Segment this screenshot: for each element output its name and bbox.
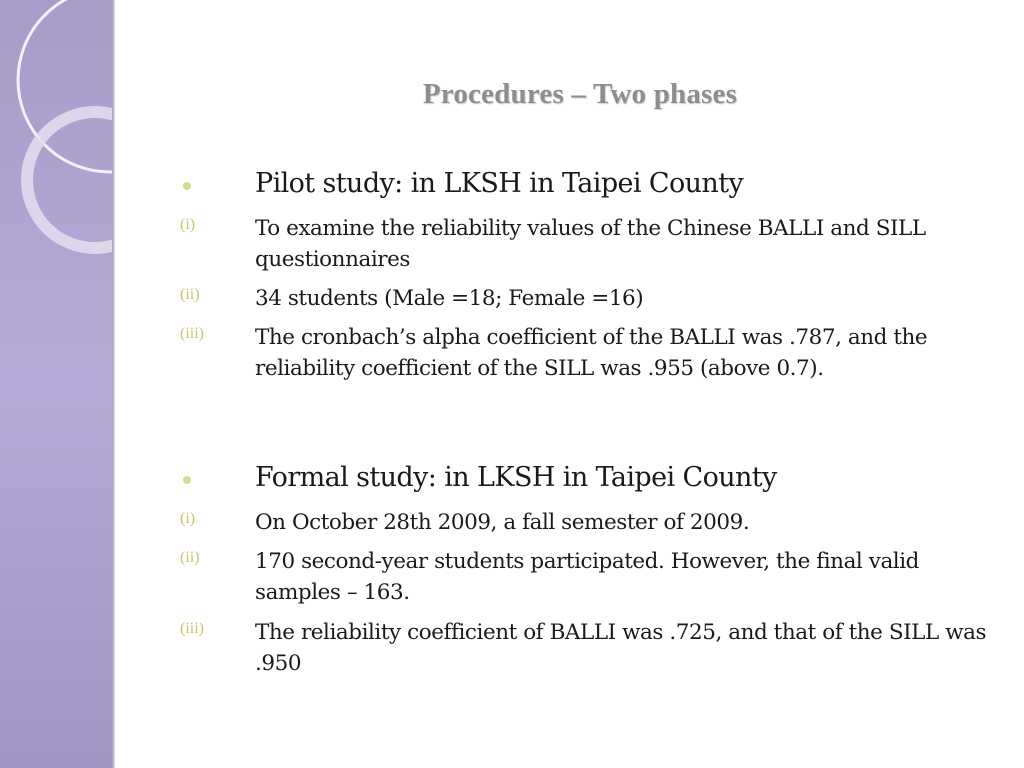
section-heading: Formal study: in LKSH in Taipei County — [255, 462, 777, 493]
item-text: To examine the reliability values of the Chinese BALLI and SILL questionnaires — [255, 216, 926, 272]
item-text: 34 students (Male =18; Female =16) — [255, 286, 644, 311]
list-item — [180, 617, 1000, 679]
section-formal-study — [180, 462, 1000, 502]
list-item — [180, 507, 1000, 538]
bullet-icon — [183, 476, 191, 484]
item-number: (iii) — [180, 620, 204, 637]
list-item — [180, 546, 1000, 608]
item-text: The reliability coefficient of BALLI was .725, and that of the SILL was .950 — [255, 620, 987, 676]
section-heading: Pilot study: in LKSH in Taipei County — [255, 168, 744, 199]
section-pilot-study — [180, 168, 1000, 208]
item-text: On October 28th 2009, a fall semester of 2009. — [255, 510, 750, 535]
item-text: The cronbach’s alpha coefficient of the BALLI was .787, and the reliability coefficient of the SILL was .955 (above 0.7). — [255, 325, 928, 381]
item-number: (i) — [180, 510, 196, 527]
list-item — [180, 322, 1000, 415]
list-item — [180, 213, 1000, 275]
bullet-icon — [183, 182, 191, 190]
item-number: (ii) — [180, 286, 200, 303]
item-number: (ii) — [180, 549, 200, 566]
slide-title: Procedures – Two phases — [422, 78, 738, 110]
item-text: 170 second-year students participated. However, the final valid samples – 163. — [255, 549, 919, 605]
list-item — [180, 283, 1000, 314]
item-number: (iii) — [180, 325, 204, 342]
item-number: (i) — [180, 216, 196, 233]
